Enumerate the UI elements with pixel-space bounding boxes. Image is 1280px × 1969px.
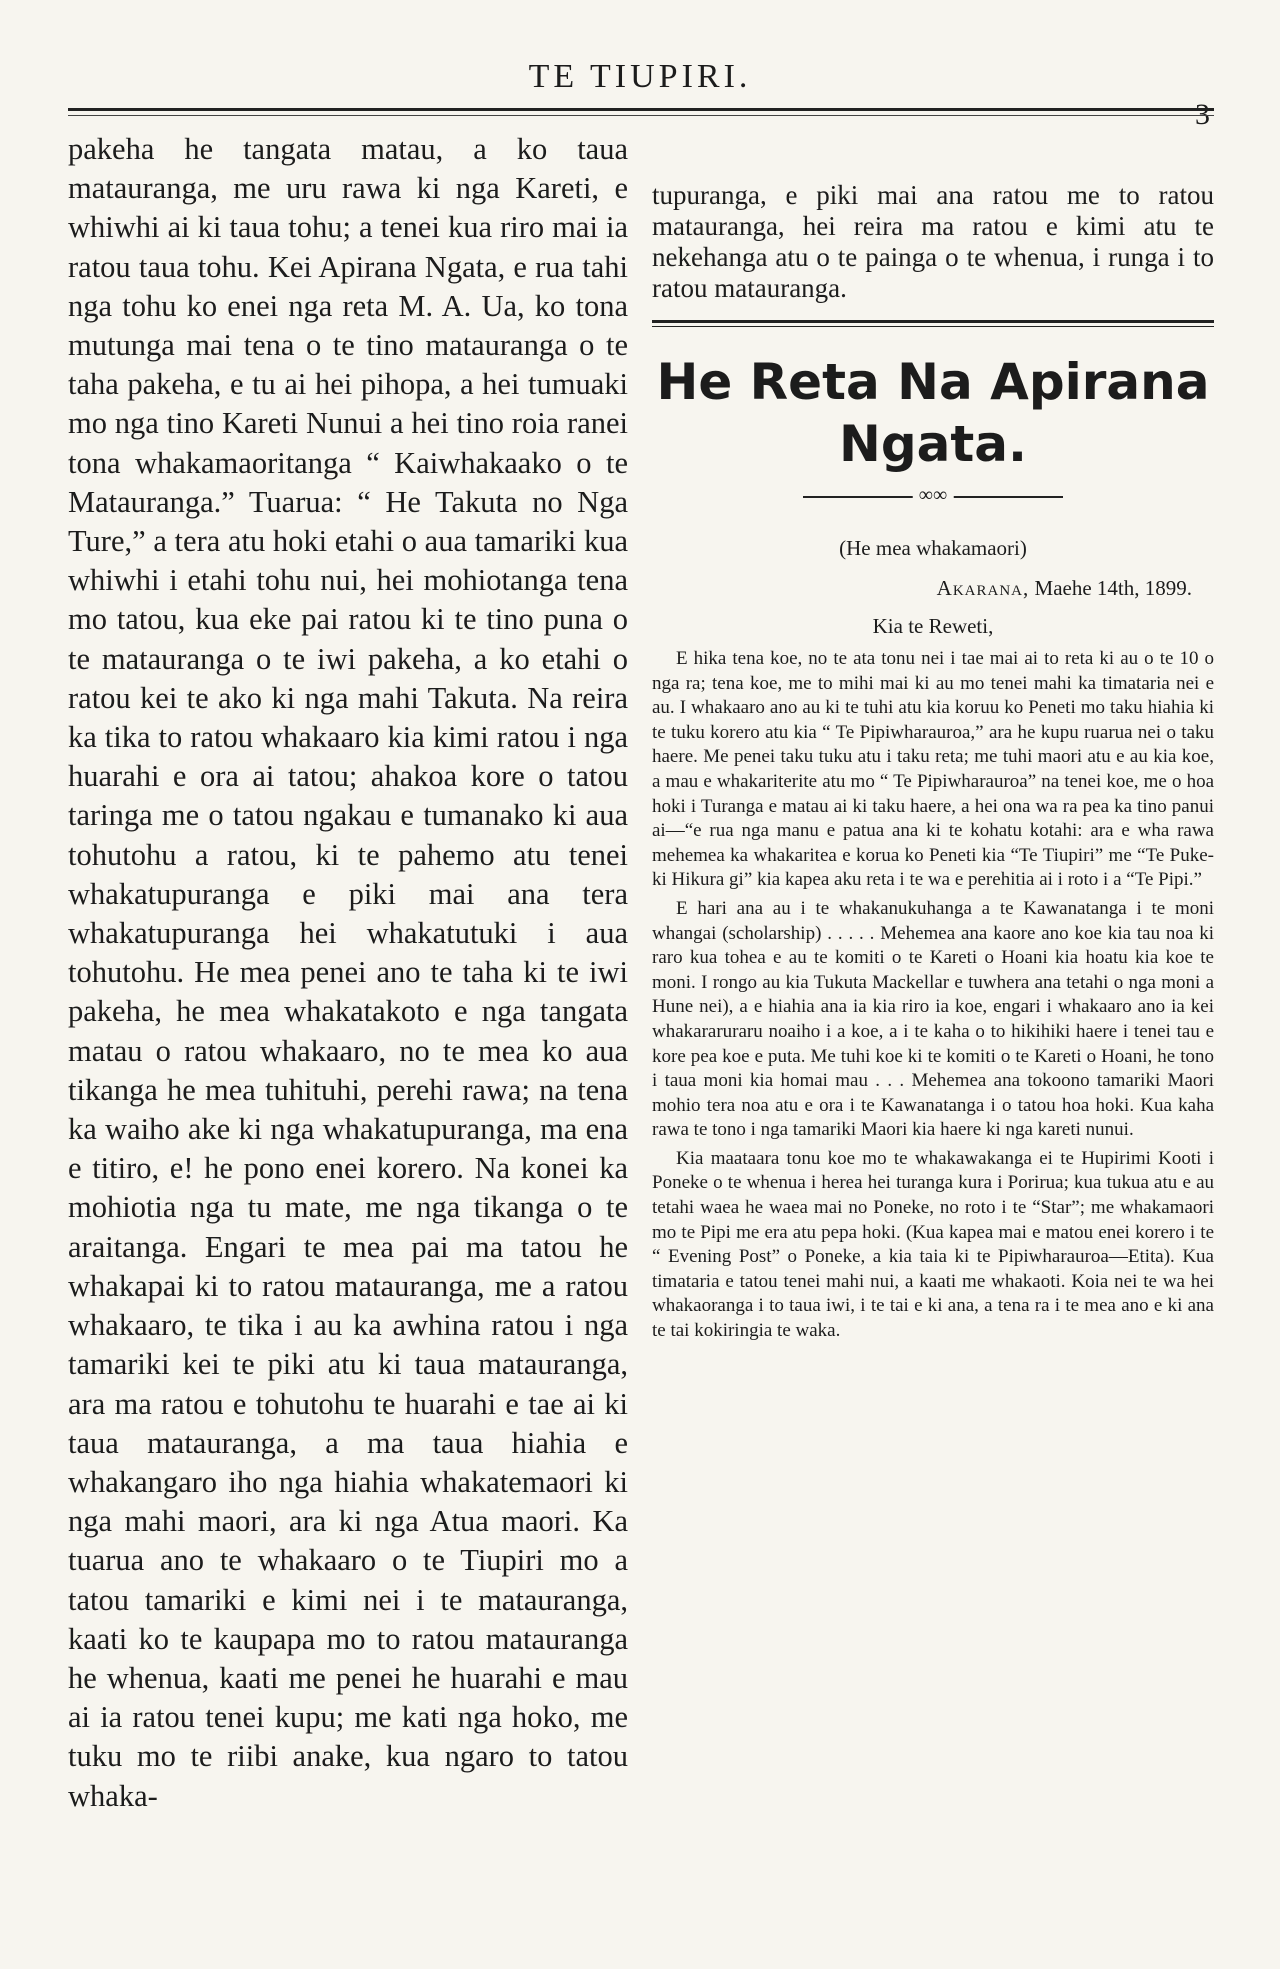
ornament-icon: ∞∞ — [913, 483, 954, 507]
letter-paragraph: Kia maataara tonu koe mo te whakawakanga ei te Hupirimi Kooti i Poneke o te whenua i herea hei turanga kura i Porirua; kua tukua atu e au tetahi waea he waea mai no Poneke, no roto i te “Star”; me whakamaori mo te Pipi me era atu pepa hoki. (Kua kapea mai e matou enei korero i te “ Evening Post” o Poneke, a kia taia ki te Pipiwharauroa—Etita). Kua timataria e tatou tenei mahi nui, a kaati me whakaoti. Koia nei te wa hei whakaoranga i to taua iwi, i te tai e ki ana, a tena ra i te mea ano e ki ana te tai kokiringia te waka. — [652, 1147, 1214, 1342]
article-headline — [652, 351, 1214, 475]
masthead: TE TIUPIRI. — [528, 58, 752, 95]
letter-paragraph: E hika tena koe, no te ata tonu nei i tae mai ai to reta ki au o te 10 o nga ra; tena koe, me to mihi mai ki au mo tenei mahi ka timataria nei e au. I whakaaro ano au ki te tuhi atu kia koruu ko Peneti mo taku hiahia ki te tuku korero atu kia “ Te Pipiwharauroa,” ara he kupu ruarua nei o taku haere. Me penei taku tuku atu i taku reta; me tuhi maori atu e au kia koe, a mau e whakariterite atu mo “ Te Pipiwharauroa” na tenei koe, me o hoa hoki i Turanga e matau ai ki taku haere, a hei ona wa ra pea ka tino panui ai—“e rua nga manu e patua ana ki te kohatu kotahi: ara e wha rawa mehemea ka whakaritea e korua ko Peneti kia “Te Tiupiri” me “Te Puke-ki Hikura gi” kia kapea aku reta i te wa e perehitia ai i roto i a “Te Pipi.” — [652, 648, 1214, 891]
salutation: Kia te Reweti, — [872, 614, 994, 638]
section-divider — [652, 320, 1214, 327]
letter-body — [652, 647, 1214, 1344]
header-rule-thin — [68, 115, 1214, 116]
left-column — [68, 130, 628, 1816]
page-number: 3 — [1195, 98, 1210, 131]
header-rule — [68, 108, 1214, 111]
dateline — [652, 575, 1214, 601]
article-subtitle: (He mea whakamaori) — [839, 536, 1027, 560]
headline-line-2: Ngata. — [838, 415, 1027, 473]
continuation-text: tupuranga, e piki mai ana ratou me to ratou matauranga, hei reira ma ratou e kimi atu te nekehanga atu o te painga o te whenua, i runga i to ratou matauranga. — [652, 180, 1214, 303]
ornament-divider — [803, 484, 1063, 506]
right-column — [652, 180, 1214, 1344]
dateline-place: Akarana, — [936, 576, 1030, 600]
dateline-date: Maehe 14th, 1899. — [1034, 576, 1192, 600]
letter-paragraph: E hari ana au i te whakanukuhanga a te Kawanatanga i te moni whangai (scholarship) . . . . . Mehemea ana kaore ano koe kia tau noa ki raro kua tohea e au te komiti o te Kareti o Hoani kia hoatu kia koe te moni. I rongo au kia Tukuta Mackellar e tuwhera ana tetahi o nga moni a Hune nei), a e hiahia ana ia kia riro ia koe, engari i whakaaro ano ia kei whakararuraru noaiho i a koe, a i te kaha o to hikihiki haere i tenei tau e kore pea koe e puta. Me tuhi koe ki te komiti o te Kareti o Hoani, he tono i taua moni kia homai mau . . . Mehemea ana tokoono tamariki Maori mohio tera noa atu e ora i te Kawanatanga i o tatou hoa hoki. Kua kaha rawa te tono i nga tamariki Maori kia haere ki nga kareti nunui. — [652, 897, 1214, 1141]
left-column-text: pakeha he tangata matau, a ko taua matauranga, me uru rawa ki nga Kareti, e whiwhi ai ki taua tohu; a tenei kua riro mai ia ratou taua tohu. Kei Apirana Ngata, e rua tahi nga tohu ko enei nga reta M. A. Ua, ko tona mutunga mai tena o te tino matauranga o te taha pakeha, e tu ai hei pihopa, a hei tumuaki mo nga tino Kareti Nunui a hei tino roia ranei tona whakamaoritanga “ Kaiwhakaako o te Matauranga.” Tuarua: “ He Takuta no Nga Ture,” a tera atu hoki etahi o aua tamariki kua whiwhi i etahi tohu nui, hei mohiotanga tena mo tatou, kua eke pai ratou ki te tino puna o te matauranga o te iwi pakeha, a ko etahi o ratou kei te ako ki nga mahi Takuta. Na reira ka tika to ratou whakaaro kia kimi ratou i nga huarahi e ora ai tatou; ahakoa kore o tatou taringa me o tatou ngakau e tumanako ki aua tohutohu a ratou, ki te pahemo atu tenei whakatupuranga e piki mai ana tera whakatupuranga hei whakatutuki i aua tohutohu. He mea penei ano te taha ki te iwi pakeha, he mea whakatakoto e nga tangata matau o ratou whakaaro, no te mea ko aua tikanga he mea tuhituhi, perehi rawa; na tena ka waiho ake ki nga whakatupuranga, ma ena e titiro, e! he pono enei korero. Na konei ka mohiotia nga tu mate, me nga tikanga o te araitanga. Engari te mea pai ma tatou he whakapai ki to ratou matauranga, me a ratou whakaaro, te tika i au ka awhina ratou i nga tamariki kei te piki atu ki taua matauranga, ara ma ratou e tohutohu te huarahi e tae ai ki taua matauranga, a ma taua hiahia e whakangaro iho nga hiahia whakatemaori ki nga mahi maori, ara ki nga Atua maori. Ka tuarua ano te whakaaro o te Tiupiri mo a tatou tamariki e kimi nei i te matauranga, kaati ko te kaupapa mo to ratou matauranga he whenua, kaati me penei he huarahi e mau ai ia ratou tenei kupu; me kati nga hoko, me tuku mo te riibi anake, kua ngaro to tatou whaka- — [68, 132, 628, 1813]
headline-line-1: He Reta Na Apirana — [656, 353, 1210, 411]
